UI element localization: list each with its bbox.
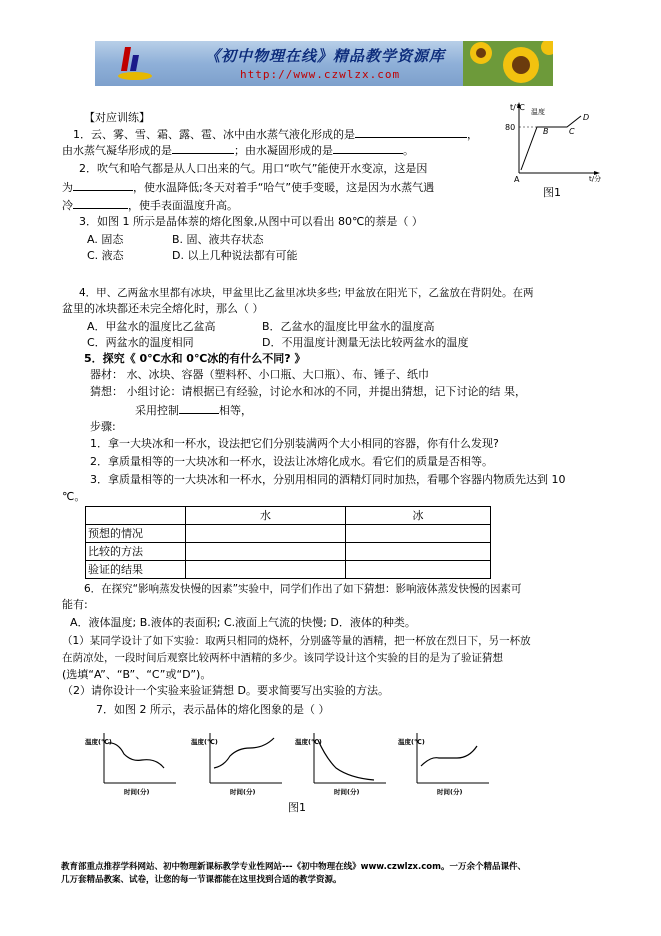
question-3-option-b: B. 固、液共存状态 — [172, 233, 264, 246]
question-6-part-1-line-1: （1）某同学设计了如下实验：取两只相同的烧杯，分别盛等量的酒精，把一杯放在烈日下，另一杯放 — [62, 635, 531, 647]
question-1-line-1: 1．云、雾、雪、霜、露、雹、冰中由水蒸气液化形成的是 ， — [73, 128, 478, 141]
graph-a-y-label: 温度(℃) — [85, 738, 112, 746]
table-row-label: 比较的方法 — [86, 543, 186, 561]
figure-2-graph-a — [84, 728, 184, 798]
comparison-table — [85, 506, 491, 579]
question-3-option-d: D. 以上几种说法都有可能 — [172, 249, 298, 262]
table-cell[interactable] — [346, 561, 491, 579]
question-5-hypothesis-line-1: 猜想： 小组讨论：请根据已有经验，讨论水和冰的不同，并提出猜想，记下讨论的结 果， — [90, 385, 526, 398]
figure-2-caption: 图1 — [288, 801, 306, 814]
figure-1-melting-graph — [505, 100, 605, 195]
question-5-step-1: 1．拿一大块冰和一杯水，设法把它们分别装满两个大小相同的容器，你有什么发现? — [90, 437, 499, 450]
question-4-option-b: B．乙盆水的温度比甲盆水的温度高 — [262, 320, 435, 333]
figure-2-graph-b — [190, 728, 290, 798]
question-3-option-c: C. 液态 — [87, 249, 124, 262]
site-logo-icon — [115, 45, 155, 83]
question-5-step-3: 3．拿质量相等的一大块冰和一杯水，分别用相同的酒精灯同时加热，看哪个容器内物质先达到 10 — [90, 473, 566, 486]
graph-d-y-label: 温度(℃) — [398, 738, 425, 746]
section-heading: 【对应训练】 — [84, 111, 150, 124]
question-6-hypotheses: A．液体温度; B.液体的表面积; C.液面上气流的快慢; D．液体的种类。 — [70, 616, 416, 629]
graph-b-y-label: 温度(℃) — [191, 738, 218, 746]
footer-line-2: 几万套精品教案、试卷，让您的每一节课都能在这里找到合适的教学资源。 — [61, 875, 342, 885]
question-4-option-d: D．不用温度计测量无法比较两盆水的温度 — [262, 336, 469, 349]
figure-2-graph-d — [397, 728, 497, 798]
question-3-option-a: A. 固态 — [87, 233, 124, 246]
question-4-option-c: C．两盆水的温度相同 — [87, 336, 194, 349]
question-2-line-1: 2．吹气和哈气都是从人口出来的气。用口“吹气”能使开水变凉，这是因 — [79, 162, 428, 175]
page-footer — [61, 861, 526, 887]
question-5-step-2: 2．拿质量相等的一大块冰和一杯水，设法让冰熔化成水。看它们的质量是否相等。 — [90, 455, 493, 468]
table-header-ice: 冰 — [346, 507, 491, 525]
fig1-origin: A — [514, 175, 520, 184]
question-4-option-a: A．甲盆水的温度比乙盆高 — [87, 320, 216, 333]
graph-b-x-label: 时间(分) — [230, 788, 256, 796]
table-header-water: 水 — [186, 507, 346, 525]
question-6-part-1-line-3: (选填“A”、“B”、“C”或“D”)。 — [62, 668, 212, 681]
question-5-title: 5．探究《 0℃水和 0℃冰的有什么不同? 》 — [84, 352, 306, 365]
graph-d-x-label: 时间(分) — [437, 788, 463, 796]
fig1-y-tick: 80 — [505, 123, 516, 132]
table-cell[interactable] — [346, 525, 491, 543]
fig1-legend: 温度 — [531, 108, 545, 116]
question-6-part-1-line-2: 在荫凉处，一段时间后观察比较两杯中酒精的多少。该同学设计这个实验的目的是为了验证猜想 — [62, 652, 503, 664]
figure-2-graph-c — [294, 728, 394, 798]
figure-1-caption: 图1 — [543, 186, 561, 199]
table-row-label: 预想的情况 — [86, 525, 186, 543]
fig1-point-b: B — [543, 127, 549, 136]
table-cell[interactable] — [186, 543, 346, 561]
table-header-cell — [86, 507, 186, 525]
table-row — [86, 561, 491, 579]
fig1-x-label: t/分 — [589, 175, 602, 183]
banner-title: 《初中物理在线》精品教学资源库 — [205, 47, 446, 65]
fig1-point-d: D — [583, 113, 590, 122]
question-6-line-1: 6．在探究“影响蒸发快慢的因素”实验中，同学们作出了如下猜想：影响液体蒸发快慢的因素可 — [84, 583, 522, 595]
header-banner — [95, 41, 553, 86]
question-5-steps-label: 步骤: — [90, 420, 116, 433]
question-7-stem: 7．如图 2 所示，表示晶体的熔化图象的是（ ） — [96, 703, 330, 716]
table-row-label: 验证的结果 — [86, 561, 186, 579]
table-row — [86, 543, 491, 561]
graph-a-x-label: 时间(分) — [124, 788, 150, 796]
table-header-row — [86, 507, 491, 525]
footer-line-1: 教育部重点推荐学科网站、初中物理新课标教学专业性网站---《初中物理在线》www.czwlzx.com。一万余个精品课件、 — [61, 862, 526, 872]
question-6-line-2: 能有: — [62, 598, 88, 611]
table-row — [86, 525, 491, 543]
banner-url[interactable]: http://www.czwlzx.com — [240, 68, 401, 81]
question-3-stem: 3．如图 1 所示是晶体萘的熔化图象,从图中可以看出 80℃的萘是（ ） — [79, 215, 423, 228]
question-2-line-2: 为 ，使水温降低;冬天对着手“哈气”使手变暖，这是因为水蒸气遇 — [62, 181, 435, 194]
question-1-line-2: 由水蒸气凝华形成的是 ；由水凝固形成的是 。 — [62, 144, 414, 157]
table-cell[interactable] — [346, 543, 491, 561]
question-5-hypothesis-line-2: 采用控制 相等， — [135, 404, 252, 417]
fig1-y-label: t/℃ — [510, 103, 525, 112]
question-4-line-2: 盆里的冰块都还未完全熔化时，那么（ ） — [62, 302, 264, 315]
sunflower-icon — [463, 41, 553, 86]
question-5-equipment: 器材： 水、冰块、容器（塑料杯、小口瓶、大口瓶）、布、锤子、纸巾 — [90, 368, 429, 381]
graph-c-y-label: 温度(℃) — [295, 738, 322, 746]
question-5-step-3-end: ℃。 — [62, 490, 86, 503]
question-4-line-1: 4．甲、乙两盆水里都有冰块，甲盆里比乙盆里冰块多些; 甲盆放在阳光下，乙盆放在背阴处。在两 — [79, 287, 534, 299]
table-cell[interactable] — [186, 561, 346, 579]
table-cell[interactable] — [186, 525, 346, 543]
question-6-part-2: （2）请你设计一个实验来验证猜想 D。要求简要写出实验的方法。 — [62, 684, 389, 697]
graph-c-x-label: 时间(分) — [334, 788, 360, 796]
fig1-point-c: C — [569, 127, 575, 136]
question-2-line-3: 冷 ，使手表面温度升高。 — [62, 199, 238, 212]
